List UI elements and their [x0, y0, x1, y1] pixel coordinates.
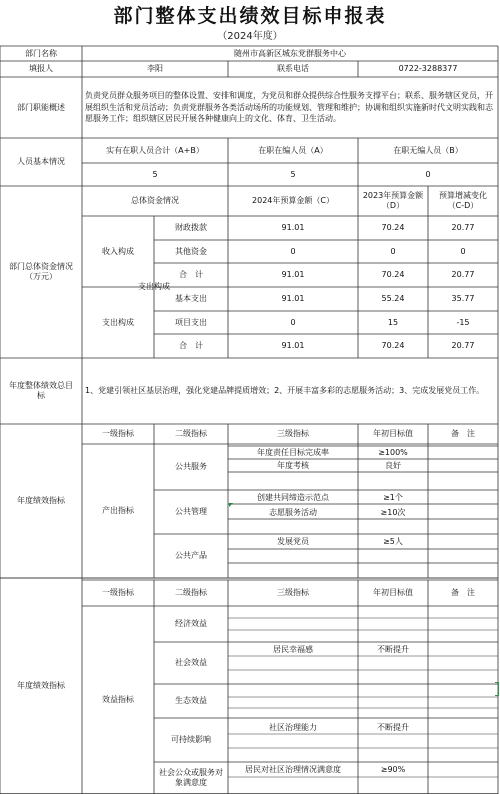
reporter-label: 填报人	[29, 64, 53, 73]
perf1-item-party-members: 发展党员	[277, 537, 309, 546]
perf2-group-sustainable: 可持续影响	[171, 735, 211, 744]
perf1-item-completion-rate: 年度责任目标完成率	[257, 447, 329, 457]
perf2-header-l2: 二级指标	[175, 588, 207, 597]
duty-label: 部门职能概述	[17, 102, 65, 112]
funds-header-cd: 预算增减变化（C-D）	[439, 191, 487, 210]
fund-cell-c: 91.01	[281, 223, 305, 232]
perf1-target-volunteer: ≥10次	[380, 507, 406, 517]
fund-cell-cd: 35.77	[451, 294, 475, 303]
phone-label: 联系电话	[277, 64, 309, 73]
perf2-group-ecological: 生态效益	[175, 696, 207, 705]
fund-cell-cd: 20.77	[451, 341, 475, 350]
cell-comment-marker	[229, 503, 233, 507]
perf1-header-l3: 三级指标	[277, 429, 309, 438]
perf2-header-target: 年初目标值	[373, 588, 413, 597]
fund-cell-c: 91.01	[281, 341, 305, 350]
funds-header-d: 2023年预算金额（D）	[362, 191, 424, 210]
fund-cell-c: 0	[290, 246, 296, 256]
perf2-target-satisfaction: ≥90%	[380, 765, 406, 774]
fund-cell-name: 合 计	[179, 270, 203, 279]
staff-value-b: 0	[425, 169, 431, 179]
fund-cell-d: 15	[387, 317, 399, 327]
fund-cell-name: 项目支出	[175, 317, 207, 327]
perf2-group-satisfaction: 社会公众或服务对象满意度	[159, 768, 223, 787]
perf1-header-note: 备 注	[451, 429, 475, 438]
fund-cell-cd: 20.77	[451, 223, 475, 232]
perf1-group-public-service: 公共服务	[175, 462, 207, 471]
funds-header-c: 2024年预算金额（C）	[252, 196, 334, 205]
fund-cell-c: 91.01	[281, 270, 305, 279]
perf1-header-l2: 二级指标	[175, 429, 207, 438]
perf2-item-governance: 社区治理能力	[269, 722, 317, 732]
fund-cell-name: 其他资金	[175, 246, 207, 256]
perf1-target-completion-rate: ≥100%	[378, 447, 408, 457]
duty-text: 负责党员群众服务项目的整体设置、安排和调度，为党员和群众提供综合性服务支撑平台；联系、服务辖区党员，开展组织生活和党员活动；负责党群服务各类活动场所的功能规划、管理和维护；协调和组织实施新时代文明实践和志愿服务工作；组织辖区居民开展各种健康向上的文化、体育、卫生活动。	[85, 91, 493, 124]
fund-cell-cd: 20.77	[451, 270, 475, 279]
fund-cell-name: 基本支出	[175, 294, 207, 303]
perf2-header-note: 备 注	[451, 588, 475, 597]
expense-label-cell: 支出构成	[102, 317, 134, 327]
perf2-group-economic: 经济效益	[175, 619, 207, 628]
fund-cell-d: 70.24	[381, 223, 405, 232]
fund-cell-name: 财政拨款	[175, 223, 207, 232]
performance-form: 部门整体支出绩效目标申报表 （2024年度） 部门名称 随州市高新区城东党群服务中心 填报人 李阳 联系电话 0722-3288377 部门职能概述 负责党员群众服务项目的整体设置、安排和调度，为党员和群众提供综合性服务支撑平台；联系、服务辖区党员，开展组织生活和党员活动；负责党群服务各类活动场所的功能规划、管理和维护；协调和组织实施新时代文明实践和志愿服务工作；组织辖区居民开展各种健康向上的文化、体育、卫生活动。 人员基本情况 实有在职人员合计（A+B） 在职在编人员（A） 在职无编人员（B） 5 5 0 部门总体资金情况（万元） 总体资金情况 2024年预算金额（C） 2023年预算金额（D） 预算增减变化（C-D） 收入构成 支出构成 支出构成 财政拨款 91.01 70.24 20.77 其他资金 0 0 0 合 计 91.01 70.24 20.77 基本支出 91.01 55.24 35.77 项目支出 0 15 -15 合 计 91.01 70.24 20.77 年度整体绩效总目标 1、党建引领社区基层治理，强化党建品牌提质增效；2、开展丰富多彩的志愿服务活动；3、完成发展党员工作。 年度绩效指标 一级指标 二级指标 三级指标 年初目标值 备 注 产出指标 公共服务 公共管理 公共产品 年度责任目标完成率 ≥100% 年度考核 良好 创建共同缔造示范点 ≥1个 志愿服务活动 ≥10次 发展党员 ≥5人 年度绩效指标 一级指标 二级指标 三级指标 年初目标值 备 注 效益指标 经济效益 社会效益 生态效益 可持续影响 社会公众或服务对象满意度 居民幸福感 不断提升 社区治理能力 不断提升 居民对社区治理情况满意度 ≥90%	[0, 0, 500, 794]
fund-cell-d: 0	[390, 246, 396, 256]
perf2-level1: 效益指标	[102, 695, 134, 704]
reporter-value: 李阳	[147, 64, 163, 73]
income-label: 收入构成	[102, 246, 134, 256]
staff-label: 人员基本情况	[17, 157, 65, 166]
perf2-target-governance: 不断提升	[377, 722, 409, 732]
annual-goal-text: 1、党建引领社区基层治理，强化党建品牌提质增效；2、开展丰富多彩的志愿服务活动；3、完成发展党员工作。	[85, 386, 485, 396]
funds-header-overall: 总体资金情况	[131, 196, 179, 205]
phone-value: 0722-3288377	[398, 64, 458, 73]
perf1-target-annual-assessment: 良好	[385, 460, 401, 470]
perf2-target-happiness: 不断提升	[377, 644, 409, 654]
dept-label: 部门名称	[25, 48, 57, 58]
annual-goal-label: 年度整体绩效总目标	[9, 381, 73, 400]
fund-cell-cd: 0	[460, 246, 466, 256]
perf1-target-party-members: ≥5人	[383, 537, 403, 546]
perf2-label: 年度绩效指标	[17, 681, 65, 690]
perf1-target-demo-site: ≥1个	[383, 492, 403, 502]
staff-value-total: 5	[152, 169, 158, 179]
fund-cell-c: 0	[290, 317, 296, 327]
perf1-item-annual-assessment: 年度考核	[277, 460, 309, 470]
year-note: （2024年度）	[217, 31, 283, 42]
fund-cell-c: 91.01	[281, 294, 305, 303]
fund-cell-name: 合 计	[179, 341, 203, 350]
cell-selection-marker	[495, 682, 499, 696]
staff-header-b: 在职无编人员（B）	[393, 145, 463, 155]
perf2-group-social: 社会效益	[175, 658, 207, 667]
perf1-item-demo-site: 创建共同缔造示范点	[257, 492, 329, 502]
perf2-item-satisfaction: 居民对社区治理情况满意度	[245, 765, 341, 774]
staff-header-a: 在职在编人员（A）	[258, 145, 328, 155]
fund-cell-d: 70.24	[381, 341, 405, 350]
fund-cell-cd: -15	[456, 317, 470, 327]
perf1-group-public-product: 公共产品	[175, 551, 207, 560]
fund-cell-d: 70.24	[381, 270, 405, 279]
funds-label: 部门总体资金情况（万元）	[9, 262, 73, 281]
perf1-header-l1: 一级指标	[102, 429, 134, 438]
staff-header-total: 实有在职人员合计（A+B）	[106, 145, 204, 155]
perf2-header-l3: 三级指标	[277, 588, 309, 597]
perf2-item-happiness: 居民幸福感	[273, 644, 313, 654]
perf1-header-target: 年初目标值	[373, 429, 413, 438]
dept-value: 随州市高新区城东党群服务中心	[234, 48, 346, 58]
fund-cell-d: 55.24	[381, 294, 405, 303]
perf1-item-volunteer: 志愿服务活动	[269, 507, 317, 517]
perf1-label: 年度绩效指标	[17, 496, 65, 505]
page-title: 部门整体支出绩效目标申报表	[113, 5, 387, 27]
perf1-group-public-management: 公共管理	[175, 507, 207, 516]
staff-value-a: 5	[290, 169, 296, 179]
perf2-header-l1: 一级指标	[102, 588, 134, 597]
perf1-level1: 产出指标	[102, 506, 134, 515]
